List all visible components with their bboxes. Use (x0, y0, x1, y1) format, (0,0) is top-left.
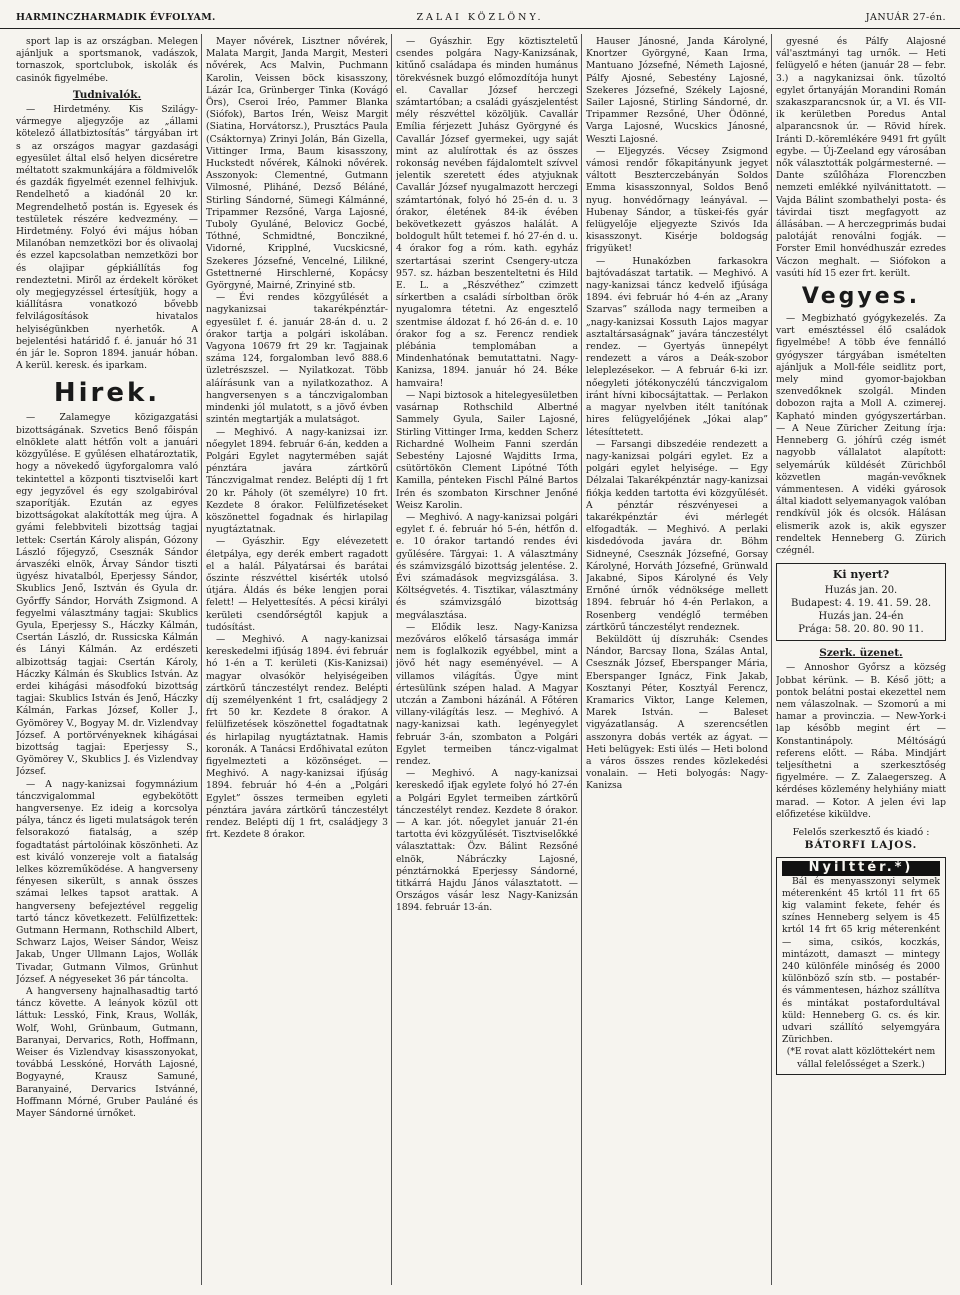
article-text: — Megbizható gyógykezelés. Za vart emésztéssel élő családok figyelmébe! A több éve fennálló gyógyszer tárgyában ismételten ajánljuk a Moll-féle seidlitz port, mely mind gyomor-bajokban szenvedőknek szolgál. Minden dobozon rajta a Moll A. czimerej. Kapható minden gyógyszertárban. — A Neue Züricher Zeitung írja: Henneberg G. jóhírű czég ismét nagyobb vállalatot alapított: selyemárúk küldését Zürichből közvetlen magán-vevőknek vámmentesen. A vidéki gyárosok által kiadott selyemanyagok valóban rendkívül jók és olcsók. Hálásan elismerik azok is, akik egyszer rendeltek Henneberg G. Zürich czégnél. (776, 313, 946, 556)
newspaper-title: ZALAI KÖZLÖNY. (416, 12, 544, 23)
column-divider (771, 34, 772, 1285)
article-text: — Eljegyzés. Vécsey Zsigmond vámosi rendőr főkapitányunk jegyet váltott Beszterczebányán Soldos Emma kisasszonnyal, Soldos Benő nyug. honvédőrnagy leányával. — Hubenay Sándor, a tüskei-fés gyár felügyelője eljegyezte Szivós Ida kisasszonyt. Kisérje boldogság frigyüket! (586, 145, 768, 255)
column-3 (396, 36, 578, 1287)
article-text: — Gyászhir. Egy köztiszteletű csendes polgára Nagy-Kanizsának, kitűnő családapa és minden humánus törekvésnek buzgó előmozdítója hunyt el. Cavallar József herczegi számtartóban; a családi gyászjelentést mély részvéttel közöljük. Cavallár Emília férjezett Juhász Györgyné és Cavallár József gyermekei, ugy saját mint az alulírottak és az összes rokonság nevében fájdalomtelt szívvel jelentik szeretett édes atyjuknak Cavallár József nyugalmazott herczegi számtartónak, folyó hó 25-én d. u. 3 órakor, életének 84-ik évében bekövetkezett gyászos halálát. A boldogult hűlt tetemei f. hó 27-én d. u. 4 órakor fog a róm. kath. egyház szertartásai szerint Csengery-utcza 957. sz. házban beszenteltetni és Hild E. L. a „Részvéthez” czimzett sírkertben a családi sírboltban örök nyugalomra tétetni. Az engesztelő szentmise áldozat f. hó 26-án d. e. 10 órakor fog a sz. Ferencz rendiek plébánia templomában a Mindenhatónak bemutattatni. Nagy-Kanizsa, 1894. január hó 24. Béke hamvaira! (396, 36, 578, 389)
article-text: Hauser Jánosné, Janda Károlyné, Knortzer Györgyné, Kaan Irma, Mantuano Józsefné, Németh Lajosné, Pálfy Ajosné, Sebestény Lajosné, Szekeres Józsefné, Székely Lajosné, Sailer Lajosné, Stirling Sándorné, dr. Tripammer Rezsőné, Uher Ödönné, Varga Lajosné, Wucskics Jánosné, Weszti Lajosné. (586, 36, 768, 145)
article-text: — Napi biztosok a hitelegyesületben vasárnap Rothschild Albertné Sammely Gyula, Sailer Lajosné, Stirling Vittinger Irma, kedden Scherz Richardné Wolheim Fanni szerdán Sebestény Lajosné Wajditts Irma, csütörtökön Clement Lipótné Tóth Kamilla, pénteken Fischl Pálné Bartos Irén és szombaton Kirschner Jenőné Weisz Karolin. (396, 389, 578, 511)
section-heading-vegyes: Vegyes. (801, 284, 921, 310)
column-4 (586, 36, 768, 1287)
lottery-budapest: Budapest: 4. 19. 41. 59. 28. (790, 598, 932, 610)
article-text: — Meghivó. A nagy-kanizsai izr. nőegylet 1894. február 6-án, kedden a Polgári Egylet nagytermében saját pénztára javára zártkörű Tánczvigalmat rendez. Belépti díj 1 frt 20 kr. Páholy (öt személyre) 10 frt. Kezdete 8 órakor. Felülfizetéseket köszönettel fogadnak és hirlapilag nyugtáztatnak. (206, 426, 388, 536)
column-divider (581, 34, 582, 1285)
editor-name: BÁTORFI LAJOS. (804, 839, 918, 852)
section-heading-tudnivalok: Tudnivalók. (72, 88, 142, 101)
issue-date: JANUÁR 27-én. (865, 12, 946, 23)
column-divider (391, 34, 392, 1285)
footnote: (*E rovat alatt közlöttekért nem vállal felelősséget a Szerk.) (786, 1046, 936, 1070)
article-text: — Annoshor Győrsz a község Jobbat kérünk. — B. Késő jött; a pontok belátni postai ekezettel nem nem válaszolnak. — Szomorú a mi hamar a provinczia. — New-York-i lap később megint ért — Konstantinápoly. Méltóságú referens előtt. — Rába. Mindjárt teljesíthetni a szerkesztőség figyelmére. — Z. Zalaegerszeg. A kérdéses közlemény helyhiány miatt marad. — Kotor. A jelen évi lap előfizetése kiküldve. (776, 662, 946, 820)
lottery-results-box (776, 563, 946, 641)
article-text: Beküldött új díszruhák: Csendes Nándor, Barcsay Ilona, Szálas Antal, Csesznák József, Eberspanger Mária, Eberspanger Ignácz, Fink Jakab, Kosztanyi Péter, Kosztyál Ferencz, Kramarics Viktor, Lange Kelemen, Marek István. — Baleset vigyázatlanság. A szerencsétlen asszonyra dobás verték az ágyat. — Heti belügyek: Esti ülés — Heti bolond a város összes rendes közlekedési vonalain. — Heti bolyogás: Nagy-Kanizsa (586, 633, 768, 792)
column-2 (206, 36, 388, 1287)
column-1 (16, 36, 198, 1287)
article-text: — Meghivó. A nagy-kanizsai kereskedő ifjak egylete folyó hó 27-én a Polgári Egylet termeiben zártkörű tánczestélyt rendez. Kezdete 8 órakor. — A kar. jót. nőegylet január 21-én tartotta évi közgyűlését. Tisztviselőkké választattak: Özv. Bálint Rezsőné elnök, Nábráczky Lajosné, pénztárnokká Eperjessy Sándorné, titkárrá Hajdu János választatott. — Országos vásár lesz Nagy-Kanizsán 1894. február 13-án. (396, 768, 578, 914)
nyilter-title: Nyilttér.*) (782, 861, 940, 875)
article-text: — Hirdetmény. Kis Szilágy-vármegye aljegyzője az „állami kötelező állatbiztosítás” tárgyában irt s az országos magyar gazdasági egyesület által első helyen dicséretre méltatott szakmunkájára a földmivelők és gazdák figyelmét ezennel felhivjuk. Rendelhető a kiadónál 20 kr. Megrendelhető postán is. Egyesek és testületek részére kedvezmény. — Hirdetmény. Folyó évi május hóban Milanóban nemzetközi bor és olivaolaj és ezzel kapcsolatban nemzetközi bor és olajipar gépkiállítás fog rendeztetni. Miről az érdekelt köröket oly megjegyzéssel értesítjük, hogy a kiállításra vonatkozó bővebb felvilágosítások hivatalos helyiségünkben nyerhetők. A bejelentési határidő f. é. január hó 31 én jár le. Sopron 1894. január hóban. A kerül. keresk. és iparkam. (16, 104, 198, 372)
article-text: — Elődik lesz. Nagy-Kanizsa mezőváros előkelő társasága immár nem is foglalkozik egyébbel, mint a jövő hét nagy eseményével. — A villamos világítás. Ügye mint értesülünk szépen halad. A Magyar utczán a Zamboni házánál. A Főtéren villany-világítás lesz. — Meghivó. A nagy-kanizsai kath. legényegylet február 3-án, szombaton a Polgári Egylet termeiben táncz-vigalmat rendez. (396, 621, 578, 767)
article-text: Mayer nővérek, Lisztner nővérek, Malata Margit, Janda Margit, Mesteri nővérek, Acs Malvin, Puchmann Karolin, Veissen böck kisasszony, Lázár Ica, Grünberger Tinka (Kovágó Örs), Cseroi Iréo, Pammer Blanka (Siófok), Bartos Irén, Weisz Margit (Siatina, Horvátorsz.), Prusztács Paula (Csáktornya) Zrinyi Jolán, Bán Gizella, Vittinger Irma, Baum kisasszony, Huckstedt nővérek, Kálnoki nővérek. Asszonyok: Clementné, Gutmann Vilmosné, Pliháné, Dezső Béláné, Stirling Sándorné, Sümegi Kálmánné, Tripammer Rezsőné, Varga Lajosné, Tuboly Gyuláné, Belovicz Gocbé, Tóthné, Schmidtné, Bonczikné, Vidorné, Kripplné, Vucskicsné, Szekeres Józsefné, Vencelné, Lilikné, Gstettnerné Hirschlerné, Kopácsy Györgyné, Mairné, Zrinyiné stb. (206, 36, 388, 292)
editor-label: Felelős szerkesztő és kiadó : (792, 826, 930, 838)
section-heading-szerk-uzenet: Szerk. üzenet. (819, 647, 903, 660)
article-text: — Hunakózben farkasokra bajtóvadászat tartatik. — Meghivó. A nagy-kanizsai táncz kedvelő ifjúsága 1894. évi február hó 4-én az „Arany Szarvas” szálloda nagy termeiben a „nagy-kanizsai Kossuth Lajos magyar asztaltársaságnak” javára tánczestélyt rendez. — Gyertyás ünnepélyt rendezett a város a Deák-szobor leleplezésekor. — A február 6-ki izr. nőegyleti jótékonyczélú tánczvigalom iránt hívni kibocsájtattak. — Perlakon a magyar nyelvben itélt tanítónak hires felügyelőjének „Jókai alap” létesíttetett. (586, 255, 768, 438)
article-text: A hangverseny hajnalhasadtig tartó táncz követte. A leányok közül ott láttuk: Lesskó, Fink, Kraus, Wollák, Wolf, Wohl, Grünbaum, Gutmann, Baranyai, Dervarics, Roth, Hoffmann, Weiser és Vizlendvay kisasszonyokat, továbbá Lesskóné, Horváth Lajosné, Bogyayné, Krausz Samuné, Baranyainé, Dervarics Istvánné, Hoffmann Mórné, Gruber Pauláné és Mayer Sándorné úrnőket. (16, 986, 198, 1120)
editor-credit (776, 827, 946, 851)
nyilter-box (776, 857, 946, 1074)
page-header (0, 8, 960, 29)
section-heading-hirek: Hirek. (53, 378, 161, 409)
article-text: — Évi rendes közgyűlését a nagykanizsai takarékpénztár-egyesület f. é. január 28-án d. u. 2 órakor tartja a polgári iskolában. Vagyona 10679 frt 29 kr. Tagjainak száma 124, forgalomban levő 888.6 üzletrészszel. — Nyilatkozat. Több aláírásunk van a nyilatkozathoz. A hangversenyen s a tánczvigalomban mindenki jól mulatott, s a jövő évben szintén megtartják a mulatságot. (206, 292, 388, 426)
column-divider (201, 34, 202, 1285)
article-text: — Farsangi dibszedéie rendezett a nagy-kanizsai polgári egylet. Ez a polgári egylet helyisége. — Egy Délzalai Takarékpénztár nagy-kanizsai fiókja kedden tartotta évi közgyűlését. A pénztár részvényesei a takarékpénztár évi mérlegét elfogadták. — Meghivó. A perlaki kisdedóvoda javára dr. Böhm Sidneyné, Csesznák Józsefné, Gorsay Károlyné, Horváth Józsefné, Grünwald Jakabné, Sipos Károlyné és Vely Ernőné úrnők védnöksége mellett 1894. február hó 4-én Perlakon, a Rosenberg vendéglő termében zártkörű tánczestélyt rendeznek. (586, 438, 768, 633)
article-text: — Meghivó. A nagy-kanizsai kereskedelmi ifjúság 1894. évi február hó 1-én a T. kerületi (Kis-Kanizsai) magyar olvasókör helyiségeiben zártkörű tánczestélyt rendez. Belépti díj személyenként 1 frt, családjegy 2 frt 50 kr. Kezdete 8 órakor. A felülfizetések köszönettel fogadtatnak és hirlapilag nyugtáztatnak. Hamis koronák. A Tanácsi Erdőhivatal ezúton figyelmezteti a közönséget. — Meghivó. A nagy-kanizsai ifjúság 1894. február hó 4-én a „Polgári Egylet” összes termeiben egyleti pénztára javára zártkörű tánczestélyt rendez. Belépti díj 1 frt, családjegy 3 frt. Kezdete 8 órakor. (206, 633, 388, 841)
article-text: gyesné és Pálfy Alajosné vál'asztmányi tag urnők. — Heti felügyelő e héten (január 28 — febr. 3.) a nagykanizsai önk. tűzoltó egylet őrtanyáján Morandini Román szakaszparancsnok úr, a VI. és VII-ik kerületben Poredus Antal alparancsnok úr. — Rövid hírek. Iránti D.-köremlékére 9491 frt gyűlt egybe. — Új-Zeeland egy városában nők választották polgármesterné. — Dante szűlőháza Florenczben nemzeti emlékké nyilvánittatott. — Vajda Bálint szombathelyi posta- és távirdai tiszt megfagyott az állásában. — A herczegprimás budai palotáját renoválni fogják. — Forster Emil honvédhuszár ezredes Váczon meghalt. — Siófokon a vasúti híd 15 ezer frt. került. (776, 36, 946, 279)
lottery-draw-date: Huzás jan. 24-én (818, 611, 904, 623)
article-text: sport lap is az országban. Melegen ajánljuk a sportsmanok, vadászok, tornaszok, sportclubok, iskolák és casinók figyelmébe. (16, 36, 198, 84)
article-text: — A nagy-kanizsai fogymnázium tánczvigalommal egybekötött hangversenye. Ez ideig a korcsolya pálya, táncz és ligeti mulatságok terén felsorakozó fiatalság, a szép fogadtatást pártolóinak köszönheti. Az est kiváló vonzereje volt a fiatalság lelkes közreműködése. A hangverseny fényesen sikerült, s annak összes számai lelkes tapsot arattak. A hangverseny befejeztével reggelig tartó táncz következett. Felülfizettek: Gutmann Hermann, Rothschild Albert, Schwarz Lajos, Weiser Sándor, Weisz Jakab, Unger Ullmann Lajos, Wollák Tivadar, Gutmann Vilmos, Grünhut József. A négyeseket 36 pár táncolta. (16, 778, 198, 985)
advert-text: Bál és menyasszonyi selymek méterenként 45 krtól 11 frt 65 kig valamint fekete, fehér és színes Henneberg selyem is 45 krtól 14 frt 65 krig méterenként — sima, csikós, koczkás, mintázott, damaszt — mintegy 240 különféle minőség és 2000 különböző szín stb. — postabér- és vámmentesen, házhoz szállítva és mintákat postafordultával küld: Henneberg G. cs. és kir. udvari szállító selyemgyára Zürichben. (782, 875, 940, 1046)
article-text: — Zalamegye közigazgatási bizottságának. Szvetics Benő főispán elnöklete alatt hétfőn volt a januári közgyűlése. E gyűlésen elhatároztatik, hogy a növekedő ügyforgalomra való tekintettel a központi tisztviselői kart egy jegyzővel és egy szolgabiróval szaporítják. Ezután az egyes bizottságokat alakították meg újra. A gyámi felebbviteli bizottság tagjai lettek: Csertán Károly alispán, Gózony László főjegyző, Csesznák Sándor árvaszéki elnök, Árvay Sándor tiszti ügyész hivatalból, Eperjessy Sándor, Skublics Jenő, Isztván és Gyula dr. Győrffy Sándor, Horváth Zsigmond. A fegyelmi választmány tagjai: Skublics Gyula, Eperjessy S., Háczky Kálmán, Csertán László, dr. Russicska Kálmán és Lányi Kálmán. Az erdészeti albizottság tagjai: Csertán Károly, Háczky Kálmán és Skublics István. Az erdei kihágási másodfokú bizottság tagjai: Skublics István és Jenő, Háczky Kálmán, Farkas József, Koller J., Gyömörey V., Bogyay M. dr. Vizlendvay József. A portörvényeknek kihágásai bizottság tagjai: Eperjessy S., Gyömörey V., Skublics J. és Vizlendvay József. (16, 412, 198, 778)
article-text: — Meghivó. A nagy-kanizsai polgári egylet f. é. február hó 5-én, hétfőn d. e. 10 órakor tartandó rendes évi gyűlésére. Tárgyai: 1. A választmány és számvizsgáló bizottság jelentése. 2. Évi számadások megvizsgálása. 3. Költségvetés. 4. Tisztikar, választmány és számvizsgáló bizottság megválasztása. (396, 511, 578, 621)
lottery-draw-date: Huzás jan. 20. (824, 585, 898, 597)
article-text: — Gyászhir. Egy elévezetett életpálya, egy derék embert ragadott el a halál. Pályatársai és barátai őszinte részvéttel kisérték utolsó útjára. Áldás és béke lengjen porai felett! — Helyettesítés. A pécsi királyi kerületi csendőrségtől kapjuk a tudósítást. (206, 536, 388, 633)
lottery-prag: Prága: 58. 20. 80. 90 11. (798, 624, 924, 636)
lottery-title: Ki nyert? (832, 568, 890, 582)
volume-label: HARMINCZHARMADIK ÉVFOLYAM. (16, 12, 216, 23)
column-5 (776, 36, 946, 1287)
